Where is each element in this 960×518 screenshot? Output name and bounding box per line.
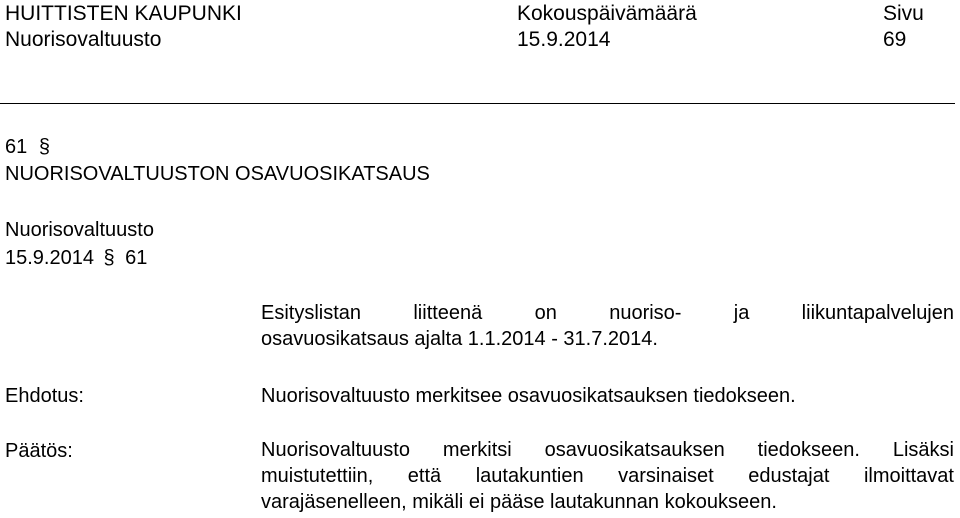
- decision-paragraph: [261, 437, 954, 515]
- reference-section-mark: §: [103, 247, 115, 269]
- decision-line: muistutettiin, että lautakuntien varsinaiset edustajat ilmoittavat: [261, 465, 954, 487]
- decision-line: varajäsenelleen, mikäli ei pääse lautakunnan kokoukseen.: [261, 491, 777, 513]
- page-number: 69: [883, 28, 907, 51]
- page-label: Sivu: [883, 2, 924, 25]
- section-mark: §: [38, 136, 50, 158]
- decision-label: Päätös:: [5, 440, 73, 462]
- item-title: NUORISOVALTUUSTON OSAVUOSIKATSAUS: [5, 163, 430, 185]
- reference-line: [5, 246, 147, 270]
- reference-number: 61: [125, 247, 148, 269]
- intro-paragraph: [261, 300, 954, 352]
- organization-name: HUITTISTEN KAUPUNKI: [5, 2, 242, 25]
- body-name: Nuorisovaltuusto: [5, 28, 162, 51]
- item-number-line: [5, 135, 53, 159]
- reference-date: 15.9.2014: [5, 247, 94, 269]
- decision-line: Nuorisovaltuusto merkitsi osavuosikatsauksen tiedokseen. Lisäksi: [261, 439, 954, 461]
- reference-body: Nuorisovaltuusto: [5, 219, 154, 241]
- meeting-date: 15.9.2014: [517, 28, 611, 51]
- proposal-label: Ehdotus:: [5, 385, 84, 407]
- intro-line: Esityslistan liitteenä on nuoriso- ja liikuntapalvelujen: [261, 302, 954, 324]
- intro-line: osavuosikatsaus ajalta 1.1.2014 - 31.7.2014.: [261, 328, 658, 350]
- proposal-text: Nuorisovaltuusto merkitsee osavuosikatsauksen tiedokseen.: [261, 385, 796, 407]
- item-number: 61: [5, 136, 28, 158]
- header-divider: [0, 103, 955, 104]
- meeting-date-label: Kokouspäivämäärä: [517, 2, 697, 25]
